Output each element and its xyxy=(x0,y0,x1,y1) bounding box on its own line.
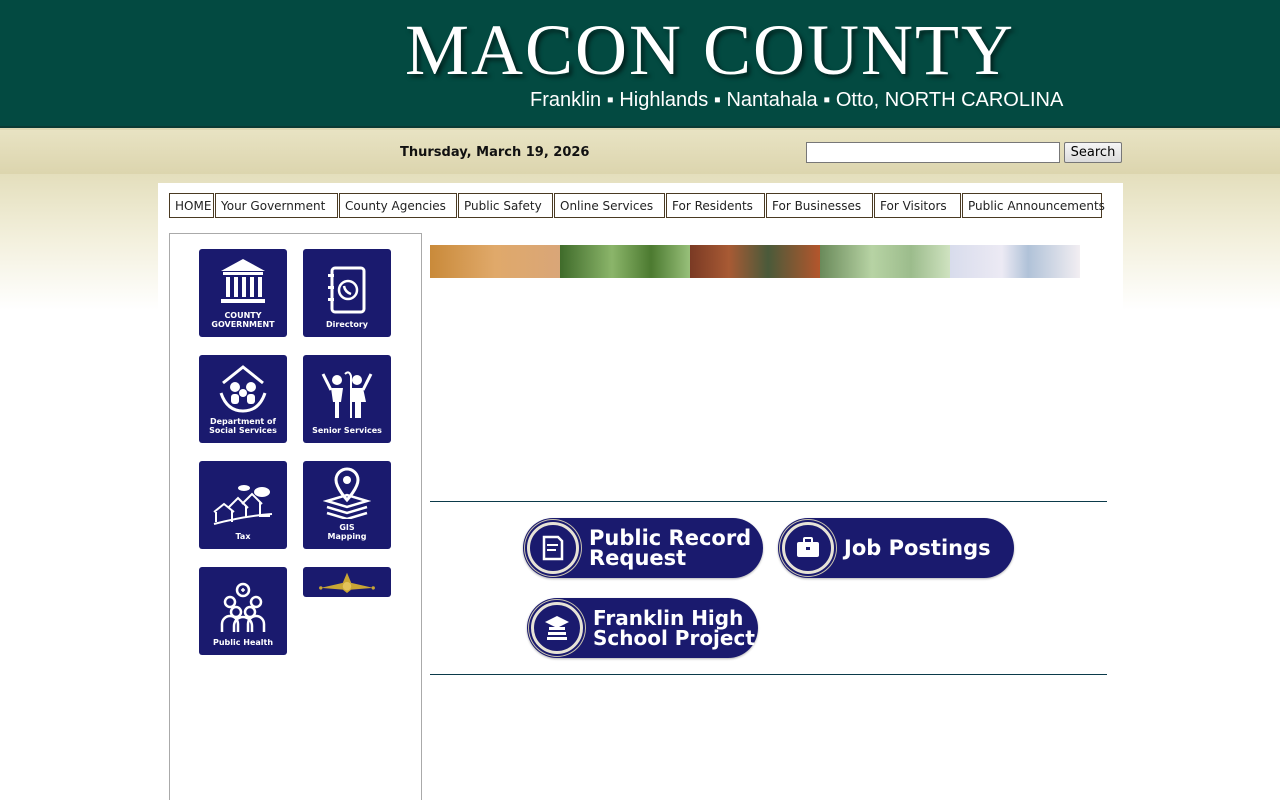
main-content xyxy=(158,183,1123,800)
site-subtitle: Franklin ▪ Highlands ▪ Nantahala ▪ Otto, NORTH CAROLINA xyxy=(530,89,1064,111)
seniors-icon xyxy=(319,368,375,422)
tile-sheriff[interactable] xyxy=(303,567,391,597)
divider-bottom xyxy=(430,674,1107,675)
tile-label: Senior Services xyxy=(312,426,382,435)
tile-tax[interactable] xyxy=(199,461,287,549)
services-sidebar xyxy=(169,233,422,800)
nav-for-visitors[interactable]: For Visitors xyxy=(874,193,961,218)
tile-gis-mapping[interactable] xyxy=(303,461,391,549)
briefcase-icon xyxy=(782,522,834,574)
header-banner xyxy=(0,0,1280,128)
family-house-icon xyxy=(217,363,269,413)
tile-label: Directory xyxy=(326,320,368,329)
current-date: Thursday, March 19, 2026 xyxy=(400,145,590,160)
slide-photo xyxy=(690,245,820,278)
courthouse-icon xyxy=(217,257,269,307)
nav-county-agencies[interactable]: County Agencies xyxy=(339,193,457,218)
sheriff-badge-icon xyxy=(312,571,382,593)
job-postings-button[interactable] xyxy=(778,518,1014,578)
tile-label: Tax xyxy=(235,532,251,541)
slide-photo xyxy=(560,245,690,278)
nav-online-services[interactable]: Online Services xyxy=(554,193,665,218)
main-nav xyxy=(169,193,1103,218)
tile-social-services[interactable] xyxy=(199,355,287,443)
map-pin-icon xyxy=(323,467,371,519)
people-group-icon xyxy=(216,582,270,634)
document-icon xyxy=(527,522,579,574)
franklin-high-label: Franklin High School Project xyxy=(593,606,755,650)
photo-slideshow xyxy=(430,245,1080,278)
date-search-bar xyxy=(0,130,1280,174)
phone-directory-icon xyxy=(324,264,370,316)
nav-home[interactable]: HOME xyxy=(169,193,214,218)
search-input[interactable] xyxy=(806,142,1060,163)
site-title: MACON COUNTY xyxy=(405,10,1016,90)
job-postings-label: Job Postings xyxy=(844,536,991,560)
divider-top xyxy=(430,501,1107,502)
public-record-label: Public Record Request xyxy=(589,526,752,570)
nav-for-businesses[interactable]: For Businesses xyxy=(766,193,873,218)
houses-icon xyxy=(212,484,274,528)
nav-public-announcements[interactable]: Public Announcements xyxy=(962,193,1102,218)
tile-label: Department of Social Services xyxy=(209,417,277,435)
slide-photo xyxy=(950,245,1080,278)
tile-county-government[interactable] xyxy=(199,249,287,337)
tile-directory[interactable] xyxy=(303,249,391,337)
tile-label: COUNTY GOVERNMENT xyxy=(211,311,275,329)
franklin-high-school-button[interactable] xyxy=(527,598,758,658)
nav-your-government[interactable]: Your Government xyxy=(215,193,338,218)
nav-for-residents[interactable]: For Residents xyxy=(666,193,765,218)
tile-public-health[interactable] xyxy=(199,567,287,655)
tile-label: GIS Mapping xyxy=(327,523,367,541)
tile-label: Public Health xyxy=(212,638,274,647)
school-icon xyxy=(531,602,583,654)
public-record-request-button[interactable] xyxy=(523,518,763,578)
tile-senior-services[interactable] xyxy=(303,355,391,443)
search-button[interactable]: Search xyxy=(1064,142,1122,163)
nav-public-safety[interactable]: Public Safety xyxy=(458,193,553,218)
slide-photo xyxy=(820,245,950,278)
slide-photo xyxy=(430,245,560,278)
